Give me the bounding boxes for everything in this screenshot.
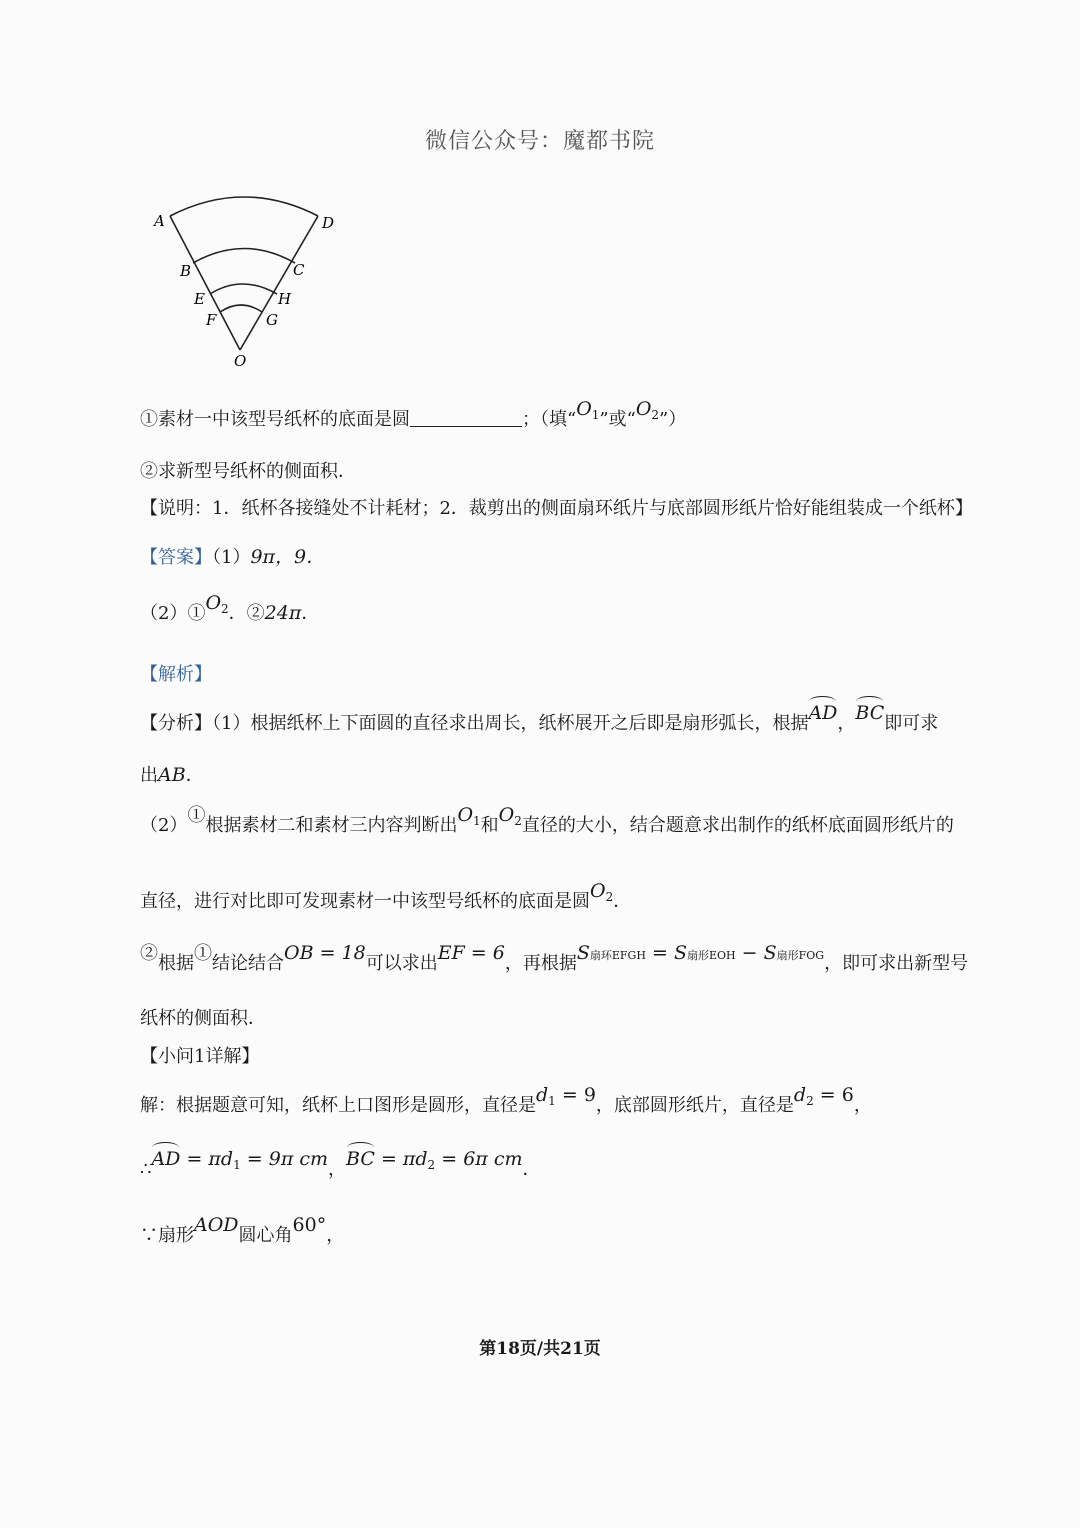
label-B: B [180,262,192,280]
question-1: ①素材一中该型号纸杯的底面是圆 ；（填“$O_1$”或“$O_2$”） [140,398,687,430]
fenxi-line-2: 出AB． [140,764,204,786]
answer-blank [410,410,522,427]
arc-EH [210,284,277,294]
label-E: E [194,290,205,308]
radius-OA [170,216,240,350]
label-C: C [293,261,305,279]
fenxi-line-5: ②根据①结论结合OB = 18可以求出EF = 6，再根据S扇环EFGH = S扇形EOH − S扇形FOG，即可求出新型号 [140,942,969,974]
sector-figure [140,196,360,376]
page-header-watermark: 微信公众号：魔都书院 [424,129,655,154]
detail-line-3: ∵扇形AOD圆心角60°， [140,1214,345,1246]
label-G: G [266,311,278,329]
arc-AD [170,197,318,216]
radius-OD [240,216,318,350]
label-D: D [322,214,335,232]
label-F: F [206,311,217,329]
detail-tag: 【小问1详解】 [140,1046,260,1067]
label-O: O [234,352,247,370]
detail-line-1: 解：根据题意可知，纸杯上口图形是圆形，直径是$d_1 = 9$，底部圆形纸片，直径是$d_2 = 6$， [140,1084,872,1116]
page-number: 第18页/共21页 [479,1339,601,1359]
analysis-tag: 【解析】 [140,664,212,685]
fenxi-line-6: 纸杯的侧面积． [140,1008,266,1029]
fenxi-line-4: 直径，进行对比即可发现素材一中该型号纸杯的底面是圆$O_2$． [140,880,632,912]
answer-part1: 【答案】（1）9π，9． [140,546,326,568]
label-A: A [154,212,165,230]
question-2: ②求新型号纸杯的侧面积． [140,461,356,482]
note-text: 【说明：1．纸杯各接缝处不计耗材；2．裁剪出的侧面扇环纸片与底部圆形纸片恰好能组装成一个纸杯】 [140,498,973,519]
fenxi-line-3: （2）①根据素材二和素材三内容判断出$O_1$和$O_2$直径的大小，结合题意求出制作的纸杯底面圆形纸片的 [140,804,954,836]
answer-tag: 【答案】 [140,547,212,568]
answer-part2: $(2)①O_2$．②24π． [140,592,320,624]
label-H: H [278,290,292,308]
fenxi-line-1: 【分析】（1）根据纸杯上下面圆的直径求出周长，纸杯展开之后即是扇形弧长，根据AD，BC即可求 [140,702,939,734]
arc-FG [220,305,262,312]
arc-BC [193,249,295,264]
detail-line-2: ∴AD = $\pi d_1 = 9\pi$ cm，BC = $\pi d_2 = 6\pi$ cm． [140,1148,541,1180]
